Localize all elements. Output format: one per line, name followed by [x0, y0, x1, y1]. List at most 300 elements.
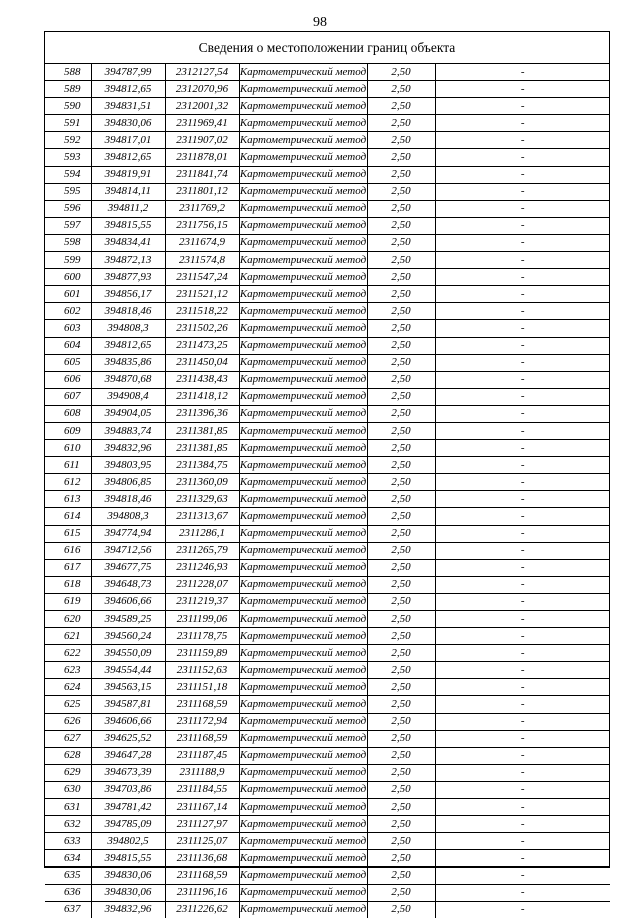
accuracy-cell: 2,50	[367, 508, 435, 525]
note-cell: -	[435, 713, 610, 730]
accuracy-cell: 2,50	[367, 628, 435, 645]
table-row	[45, 867, 610, 884]
method-cell: Картометрический метод	[239, 867, 367, 884]
x-coordinate-cell: 394830,06	[91, 867, 165, 884]
coordinates-table-body	[45, 64, 610, 918]
accuracy-cell: 2,50	[367, 679, 435, 696]
note-cell: -	[435, 662, 610, 679]
table-row	[45, 816, 610, 833]
y-coordinate-cell: 2311450,04	[165, 354, 239, 371]
note-cell: -	[435, 816, 610, 833]
method-cell: Картометрический метод	[239, 508, 367, 525]
x-coordinate-cell: 394703,86	[91, 781, 165, 798]
accuracy-cell: 2,50	[367, 303, 435, 320]
point-number-cell: 604	[45, 337, 91, 354]
y-coordinate-cell: 2311152,63	[165, 662, 239, 679]
y-coordinate-cell: 2311674,9	[165, 234, 239, 251]
method-cell: Картометрический метод	[239, 234, 367, 251]
accuracy-cell: 2,50	[367, 474, 435, 491]
x-coordinate-cell: 394587,81	[91, 696, 165, 713]
method-cell: Картометрический метод	[239, 542, 367, 559]
y-coordinate-cell: 2311178,75	[165, 628, 239, 645]
table-row	[45, 679, 610, 696]
y-coordinate-cell: 2311756,15	[165, 217, 239, 234]
table-row	[45, 491, 610, 508]
y-coordinate-cell: 2311184,55	[165, 781, 239, 798]
x-coordinate-cell: 394870,68	[91, 371, 165, 388]
note-cell: -	[435, 183, 610, 200]
y-coordinate-cell: 2311136,68	[165, 850, 239, 867]
point-number-cell: 605	[45, 354, 91, 371]
accuracy-cell: 2,50	[367, 337, 435, 354]
point-number-cell: 594	[45, 166, 91, 183]
y-coordinate-cell: 2311438,43	[165, 371, 239, 388]
table-row	[45, 371, 610, 388]
method-cell: Картометрический метод	[239, 730, 367, 747]
method-cell: Картометрический метод	[239, 611, 367, 628]
note-cell: -	[435, 696, 610, 713]
note-cell: -	[435, 234, 610, 251]
point-number-cell: 633	[45, 833, 91, 850]
table-row	[45, 901, 610, 918]
x-coordinate-cell: 394877,93	[91, 269, 165, 286]
point-number-cell: 588	[45, 64, 91, 81]
point-number-cell: 635	[45, 867, 91, 884]
note-cell: -	[435, 867, 610, 884]
table-row	[45, 234, 610, 251]
point-number-cell: 620	[45, 611, 91, 628]
note-cell: -	[435, 679, 610, 696]
y-coordinate-cell: 2311219,37	[165, 593, 239, 610]
x-coordinate-cell: 394831,51	[91, 98, 165, 115]
point-number-cell: 602	[45, 303, 91, 320]
x-coordinate-cell: 394785,09	[91, 816, 165, 833]
point-number-cell: 617	[45, 559, 91, 576]
table-row	[45, 64, 610, 81]
accuracy-cell: 2,50	[367, 850, 435, 867]
x-coordinate-cell: 394883,74	[91, 422, 165, 439]
x-coordinate-cell: 394589,25	[91, 611, 165, 628]
x-coordinate-cell: 394625,52	[91, 730, 165, 747]
method-cell: Картометрический метод	[239, 98, 367, 115]
table-row	[45, 645, 610, 662]
y-coordinate-cell: 2311473,25	[165, 337, 239, 354]
table-row	[45, 354, 610, 371]
accuracy-cell: 2,50	[367, 576, 435, 593]
coordinates-table	[45, 64, 610, 918]
method-cell: Картометрический метод	[239, 884, 367, 901]
point-number-cell: 628	[45, 747, 91, 764]
accuracy-cell: 2,50	[367, 200, 435, 217]
y-coordinate-cell: 2311381,85	[165, 440, 239, 457]
note-cell: -	[435, 166, 610, 183]
y-coordinate-cell: 2311199,06	[165, 611, 239, 628]
point-number-cell: 625	[45, 696, 91, 713]
point-number-cell: 596	[45, 200, 91, 217]
accuracy-cell: 2,50	[367, 611, 435, 628]
note-cell: -	[435, 730, 610, 747]
accuracy-cell: 2,50	[367, 320, 435, 337]
method-cell: Картометрический метод	[239, 764, 367, 781]
accuracy-cell: 2,50	[367, 662, 435, 679]
method-cell: Картометрический метод	[239, 64, 367, 81]
table-row	[45, 115, 610, 132]
table-row	[45, 833, 610, 850]
method-cell: Картометрический метод	[239, 132, 367, 149]
accuracy-cell: 2,50	[367, 542, 435, 559]
table-row	[45, 764, 610, 781]
x-coordinate-cell: 394648,73	[91, 576, 165, 593]
y-coordinate-cell: 2311196,16	[165, 884, 239, 901]
accuracy-cell: 2,50	[367, 559, 435, 576]
note-cell: -	[435, 303, 610, 320]
accuracy-cell: 2,50	[367, 149, 435, 166]
page-number: 98	[313, 15, 327, 30]
note-cell: -	[435, 457, 610, 474]
x-coordinate-cell: 394818,46	[91, 303, 165, 320]
method-cell: Картометрический метод	[239, 337, 367, 354]
point-number-cell: 597	[45, 217, 91, 234]
y-coordinate-cell: 2311246,93	[165, 559, 239, 576]
table-row	[45, 269, 610, 286]
point-number-cell: 613	[45, 491, 91, 508]
x-coordinate-cell: 394806,85	[91, 474, 165, 491]
note-cell: -	[435, 611, 610, 628]
note-cell: -	[435, 799, 610, 816]
y-coordinate-cell: 2311521,12	[165, 286, 239, 303]
point-number-cell: 612	[45, 474, 91, 491]
note-cell: -	[435, 132, 610, 149]
method-cell: Картометрический метод	[239, 252, 367, 269]
y-coordinate-cell: 2311168,59	[165, 730, 239, 747]
x-coordinate-cell: 394834,41	[91, 234, 165, 251]
x-coordinate-cell: 394554,44	[91, 662, 165, 679]
y-coordinate-cell: 2311125,07	[165, 833, 239, 850]
point-number-cell: 637	[45, 901, 91, 918]
y-coordinate-cell: 2312070,96	[165, 81, 239, 98]
point-number-cell: 601	[45, 286, 91, 303]
accuracy-cell: 2,50	[367, 730, 435, 747]
note-cell: -	[435, 371, 610, 388]
y-coordinate-cell: 2311168,59	[165, 867, 239, 884]
x-coordinate-cell: 394712,56	[91, 542, 165, 559]
method-cell: Картометрический метод	[239, 166, 367, 183]
x-coordinate-cell: 394781,42	[91, 799, 165, 816]
method-cell: Картометрический метод	[239, 474, 367, 491]
point-number-cell: 623	[45, 662, 91, 679]
point-number-cell: 600	[45, 269, 91, 286]
x-coordinate-cell: 394830,06	[91, 115, 165, 132]
note-cell: -	[435, 405, 610, 422]
note-cell: -	[435, 525, 610, 542]
note-cell: -	[435, 474, 610, 491]
y-coordinate-cell: 2311384,75	[165, 457, 239, 474]
note-cell: -	[435, 354, 610, 371]
note-cell: -	[435, 781, 610, 798]
x-coordinate-cell: 394550,09	[91, 645, 165, 662]
point-number-cell: 627	[45, 730, 91, 747]
table-row	[45, 457, 610, 474]
accuracy-cell: 2,50	[367, 183, 435, 200]
accuracy-cell: 2,50	[367, 867, 435, 884]
y-coordinate-cell: 2311313,67	[165, 508, 239, 525]
table-row	[45, 542, 610, 559]
point-number-cell: 591	[45, 115, 91, 132]
method-cell: Картометрический метод	[239, 320, 367, 337]
method-cell: Картометрический метод	[239, 354, 367, 371]
y-coordinate-cell: 2311187,45	[165, 747, 239, 764]
note-cell: -	[435, 593, 610, 610]
y-coordinate-cell: 2311360,09	[165, 474, 239, 491]
point-number-cell: 609	[45, 422, 91, 439]
table-row	[45, 183, 610, 200]
accuracy-cell: 2,50	[367, 457, 435, 474]
method-cell: Картометрический метод	[239, 440, 367, 457]
x-coordinate-cell: 394812,65	[91, 149, 165, 166]
accuracy-cell: 2,50	[367, 115, 435, 132]
accuracy-cell: 2,50	[367, 388, 435, 405]
accuracy-cell: 2,50	[367, 645, 435, 662]
table-row	[45, 662, 610, 679]
point-number-cell: 593	[45, 149, 91, 166]
accuracy-cell: 2,50	[367, 816, 435, 833]
point-number-cell: 595	[45, 183, 91, 200]
note-cell: -	[435, 440, 610, 457]
y-coordinate-cell: 2311396,36	[165, 405, 239, 422]
y-coordinate-cell: 2311286,1	[165, 525, 239, 542]
note-cell: -	[435, 320, 610, 337]
note-cell: -	[435, 422, 610, 439]
x-coordinate-cell: 394818,46	[91, 491, 165, 508]
method-cell: Картометрический метод	[239, 696, 367, 713]
point-number-cell: 611	[45, 457, 91, 474]
point-number-cell: 630	[45, 781, 91, 798]
point-number-cell: 592	[45, 132, 91, 149]
note-cell: -	[435, 81, 610, 98]
accuracy-cell: 2,50	[367, 491, 435, 508]
table-row	[45, 850, 610, 867]
note-cell: -	[435, 764, 610, 781]
point-number-cell: 626	[45, 713, 91, 730]
accuracy-cell: 2,50	[367, 901, 435, 918]
x-coordinate-cell: 394832,96	[91, 440, 165, 457]
accuracy-cell: 2,50	[367, 252, 435, 269]
method-cell: Картометрический метод	[239, 576, 367, 593]
table-row	[45, 252, 610, 269]
y-coordinate-cell: 2311841,74	[165, 166, 239, 183]
y-coordinate-cell: 2311907,02	[165, 132, 239, 149]
method-cell: Картометрический метод	[239, 525, 367, 542]
table-row	[45, 149, 610, 166]
table-row	[45, 166, 610, 183]
point-number-cell: 590	[45, 98, 91, 115]
note-cell: -	[520, 903, 525, 916]
y-coordinate-cell: 2311381,85	[165, 422, 239, 439]
table-row	[45, 388, 610, 405]
point-number-cell: 636	[45, 884, 91, 901]
note-cell: -	[435, 286, 610, 303]
y-coordinate-cell: 2311265,79	[165, 542, 239, 559]
method-cell: Картометрический метод	[239, 901, 367, 918]
x-coordinate-cell: 394808,3	[91, 320, 165, 337]
table-row	[45, 200, 610, 217]
y-coordinate-cell: 2312127,54	[165, 64, 239, 81]
table-row	[45, 781, 610, 798]
point-number-cell: 599	[45, 252, 91, 269]
table-row	[45, 320, 610, 337]
note-cell: -	[435, 64, 610, 81]
table-row	[45, 696, 610, 713]
method-cell: Картометрический метод	[239, 405, 367, 422]
method-cell: Картометрический метод	[239, 217, 367, 234]
point-number-cell: 618	[45, 576, 91, 593]
x-coordinate-cell: 394811,2	[91, 200, 165, 217]
y-coordinate-cell: 2311418,12	[165, 388, 239, 405]
x-coordinate-cell: 394904,05	[91, 405, 165, 422]
y-coordinate-cell: 2311226,62	[165, 901, 239, 918]
x-coordinate-cell: 394808,3	[91, 508, 165, 525]
note-cell: -	[435, 542, 610, 559]
boundary-table-frame	[44, 31, 610, 916]
method-cell: Картометрический метод	[239, 183, 367, 200]
x-coordinate-cell: 394815,55	[91, 850, 165, 867]
y-coordinate-cell: 2311228,07	[165, 576, 239, 593]
point-number-cell: 624	[45, 679, 91, 696]
accuracy-cell: 2,50	[367, 593, 435, 610]
table-row	[45, 98, 610, 115]
x-coordinate-cell: 394819,91	[91, 166, 165, 183]
x-coordinate-cell: 394677,75	[91, 559, 165, 576]
x-coordinate-cell: 394817,01	[91, 132, 165, 149]
method-cell: Картометрический метод	[239, 662, 367, 679]
method-cell: Картометрический метод	[239, 593, 367, 610]
table-row	[45, 593, 610, 610]
point-number-cell: 598	[45, 234, 91, 251]
table-row	[45, 286, 610, 303]
point-number-cell: 615	[45, 525, 91, 542]
accuracy-cell: 2,50	[367, 81, 435, 98]
point-number-cell: 607	[45, 388, 91, 405]
method-cell: Картометрический метод	[239, 422, 367, 439]
table-row	[45, 747, 610, 764]
method-cell: Картометрический метод	[239, 303, 367, 320]
y-coordinate-cell: 2311172,94	[165, 713, 239, 730]
x-coordinate-cell: 394832,96	[91, 901, 165, 918]
accuracy-cell: 2,50	[367, 422, 435, 439]
method-cell: Картометрический метод	[239, 799, 367, 816]
method-cell: Картометрический метод	[239, 628, 367, 645]
method-cell: Картометрический метод	[239, 149, 367, 166]
x-coordinate-cell: 394563,15	[91, 679, 165, 696]
x-coordinate-cell: 394787,99	[91, 64, 165, 81]
note-cell: -	[435, 269, 610, 286]
point-number-cell: 610	[45, 440, 91, 457]
y-coordinate-cell: 2312001,32	[165, 98, 239, 115]
method-cell: Картометрический метод	[239, 816, 367, 833]
table-row	[45, 132, 610, 149]
note-cell: -	[435, 337, 610, 354]
method-cell: Картометрический метод	[239, 388, 367, 405]
method-cell: Картометрический метод	[239, 81, 367, 98]
accuracy-cell: 2,50	[367, 234, 435, 251]
method-cell: Картометрический метод	[239, 115, 367, 132]
note-cell: -	[435, 850, 610, 867]
x-coordinate-cell: 394673,39	[91, 764, 165, 781]
y-coordinate-cell: 2311969,41	[165, 115, 239, 132]
method-cell: Картометрический метод	[239, 833, 367, 850]
method-cell: Картометрический метод	[239, 371, 367, 388]
accuracy-cell: 2,50	[367, 747, 435, 764]
x-coordinate-cell: 394812,65	[91, 81, 165, 98]
table-row	[45, 405, 610, 422]
method-cell: Картометрический метод	[239, 491, 367, 508]
note-cell: -	[435, 388, 610, 405]
table-row	[45, 422, 610, 439]
y-coordinate-cell: 2311167,14	[165, 799, 239, 816]
accuracy-cell: 2,50	[367, 371, 435, 388]
point-number-cell: 614	[45, 508, 91, 525]
method-cell: Картометрический метод	[239, 781, 367, 798]
accuracy-cell: 2,50	[367, 132, 435, 149]
point-number-cell: 619	[45, 593, 91, 610]
accuracy-cell: 2,50	[367, 354, 435, 371]
table-row	[45, 611, 610, 628]
method-cell: Картометрический метод	[239, 713, 367, 730]
x-coordinate-cell: 394812,65	[91, 337, 165, 354]
accuracy-cell: 2,50	[367, 884, 435, 901]
method-cell: Картометрический метод	[239, 850, 367, 867]
note-cell: -	[435, 884, 610, 901]
method-cell: Картометрический метод	[239, 679, 367, 696]
x-coordinate-cell: 394815,55	[91, 217, 165, 234]
note-cell: -	[435, 747, 610, 764]
method-cell: Картометрический метод	[239, 269, 367, 286]
note-cell: -	[435, 252, 610, 269]
y-coordinate-cell: 2311151,18	[165, 679, 239, 696]
table-row	[45, 559, 610, 576]
x-coordinate-cell: 394606,66	[91, 593, 165, 610]
point-number-cell: 616	[45, 542, 91, 559]
accuracy-cell: 2,50	[367, 833, 435, 850]
y-coordinate-cell: 2311801,12	[165, 183, 239, 200]
method-cell: Картометрический метод	[239, 559, 367, 576]
note-cell: -	[435, 149, 610, 166]
table-row	[45, 713, 610, 730]
table-row	[45, 440, 610, 457]
x-coordinate-cell: 394647,28	[91, 747, 165, 764]
accuracy-cell: 2,50	[367, 713, 435, 730]
table-row	[45, 884, 610, 901]
point-number-cell: 608	[45, 405, 91, 422]
y-coordinate-cell: 2311329,63	[165, 491, 239, 508]
table-row	[45, 303, 610, 320]
x-coordinate-cell: 394872,13	[91, 252, 165, 269]
note-cell: -	[435, 200, 610, 217]
point-number-cell: 634	[45, 850, 91, 867]
y-coordinate-cell: 2311574,8	[165, 252, 239, 269]
table-row	[45, 799, 610, 816]
note-cell: -	[435, 628, 610, 645]
x-coordinate-cell: 394802,5	[91, 833, 165, 850]
accuracy-cell: 2,50	[367, 166, 435, 183]
x-coordinate-cell: 394856,17	[91, 286, 165, 303]
method-cell: Картометрический метод	[239, 457, 367, 474]
table-row	[45, 217, 610, 234]
x-coordinate-cell: 394814,11	[91, 183, 165, 200]
point-number-cell: 629	[45, 764, 91, 781]
y-coordinate-cell: 2311547,24	[165, 269, 239, 286]
note-cell: -	[435, 645, 610, 662]
